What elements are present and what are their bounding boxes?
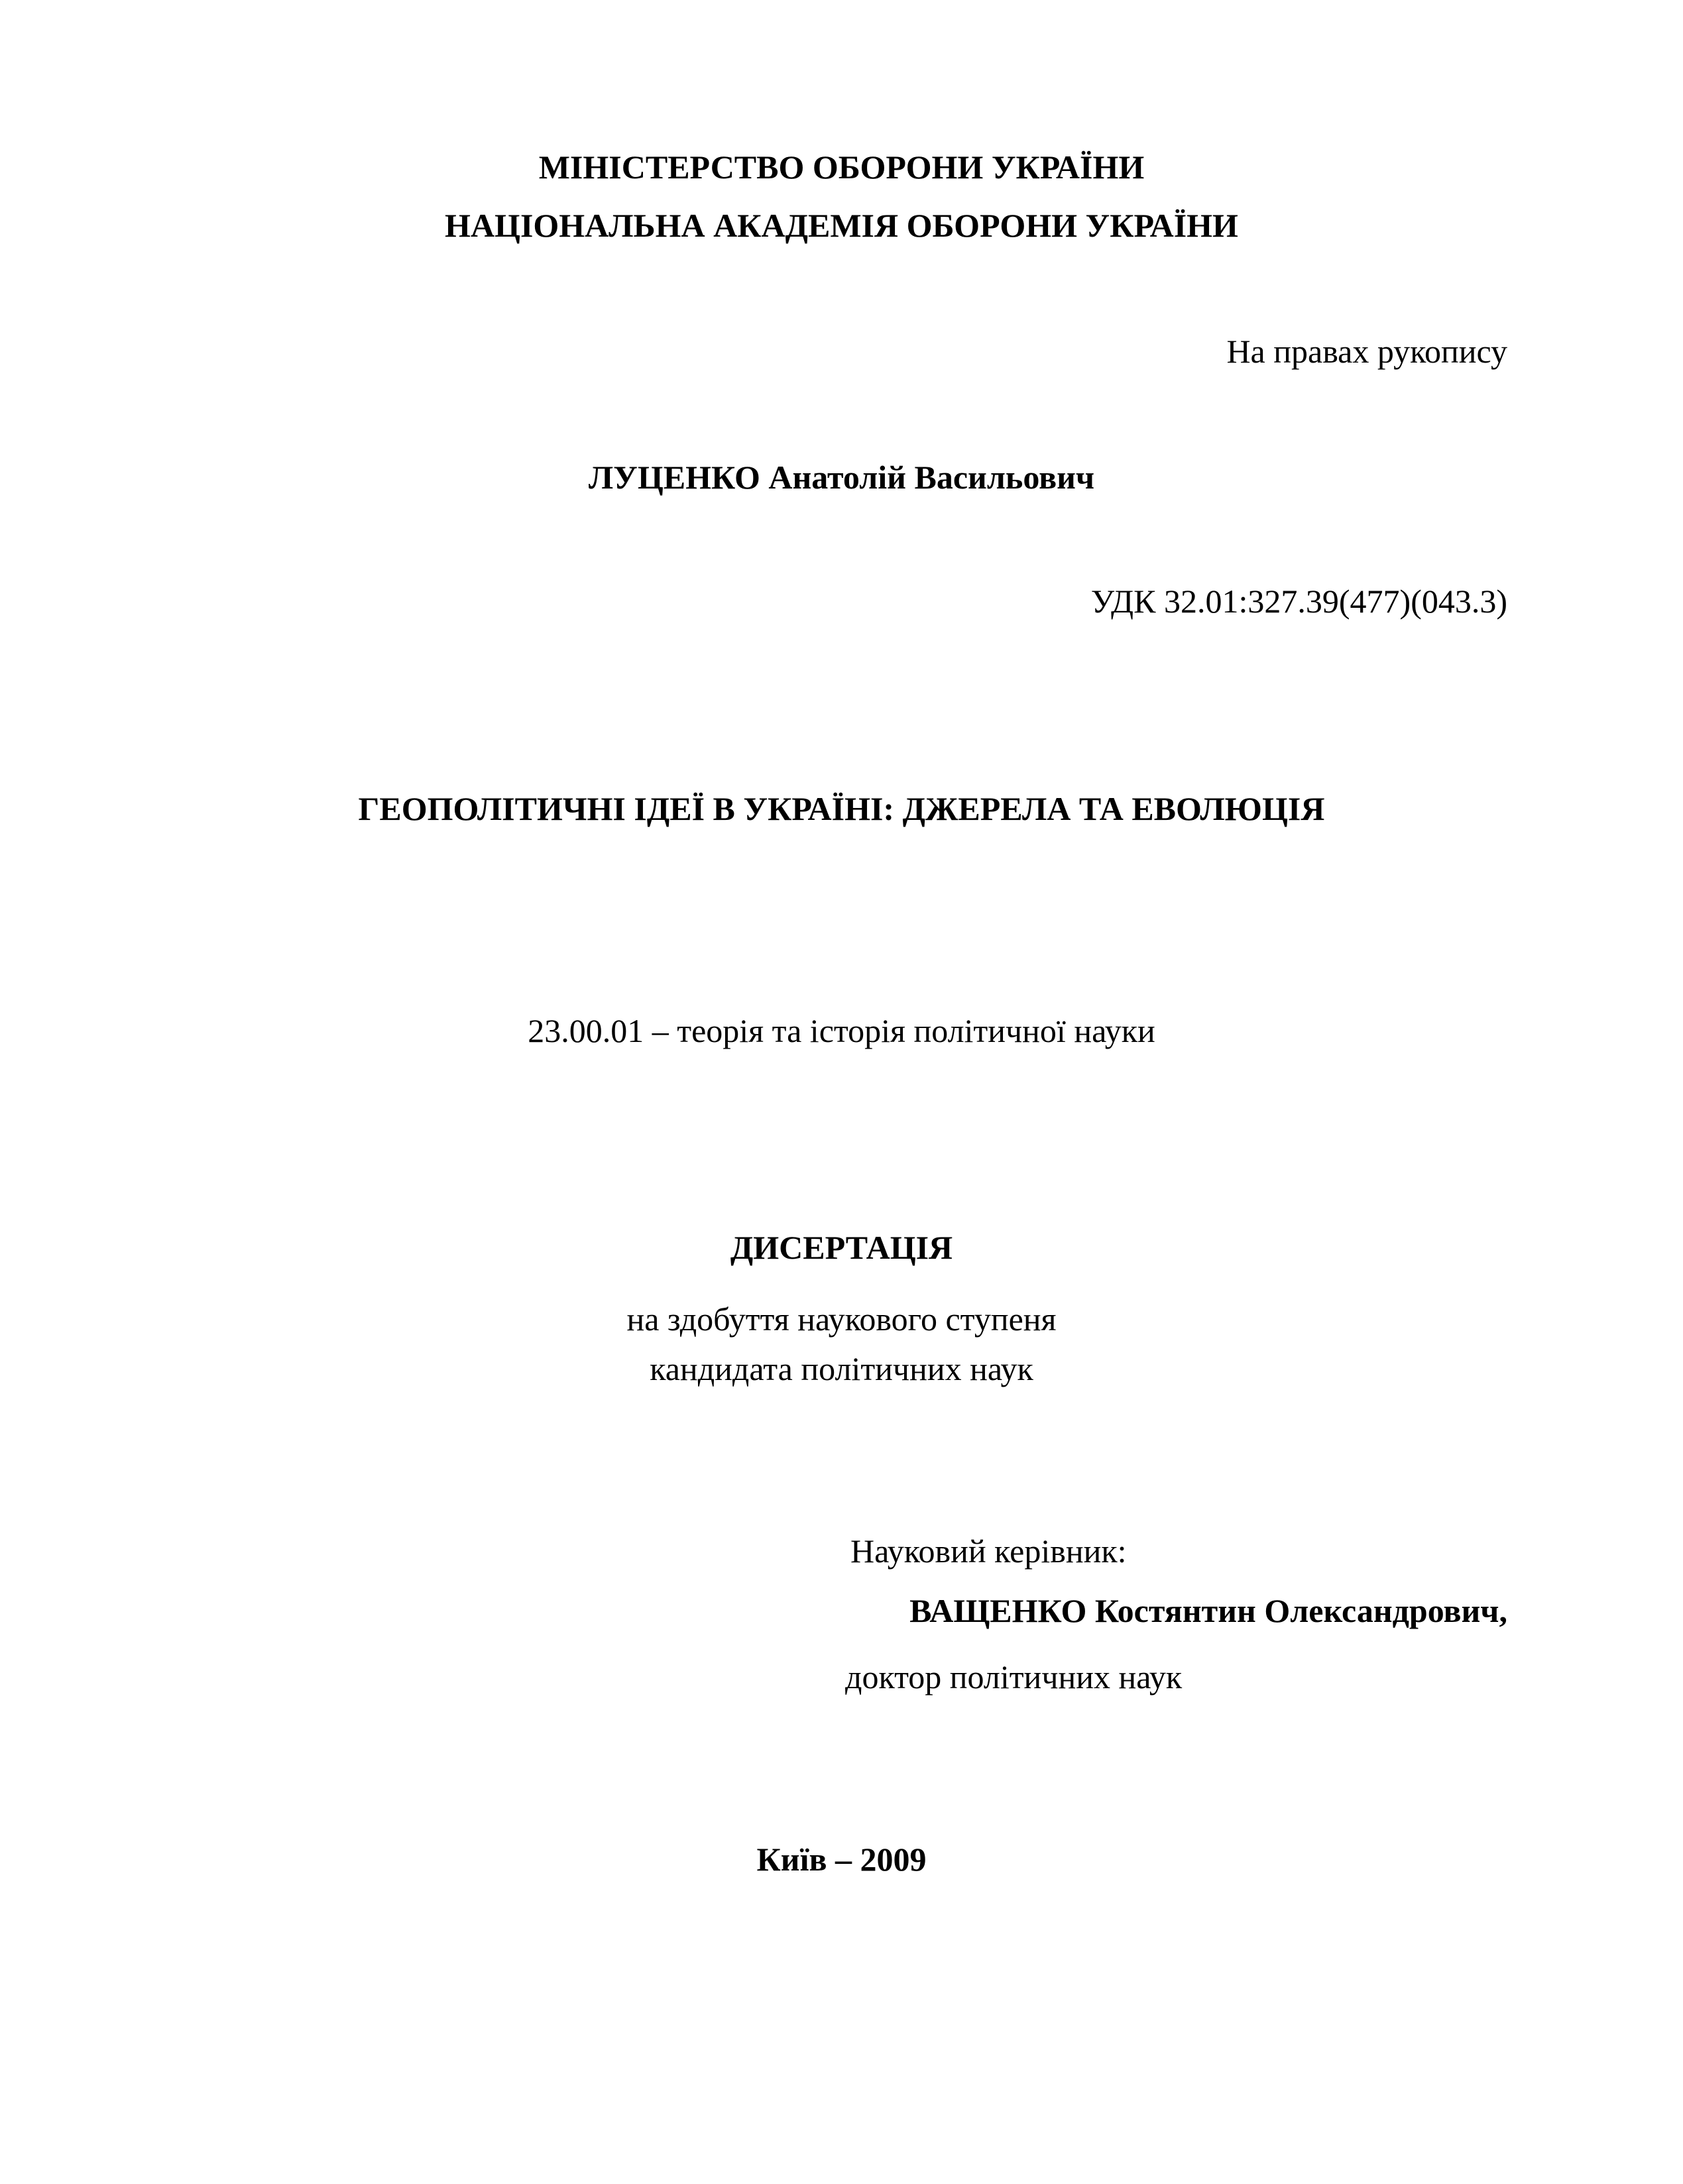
udc-code: УДК 32.01:327.39(477)(043.3) [1090,583,1507,620]
academy-heading: НАЦІОНАЛЬНА АКАДЕМІЯ ОБОРОНИ УКРАЇНИ [445,207,1238,244]
work-type-label: ДИСЕРТАЦІЯ [730,1229,953,1266]
supervisor-label: Науковий керівник: [850,1532,1127,1570]
degree-purpose-line1: на здобуття наукового ступеня [626,1300,1057,1338]
ministry-heading: МІНІСТЕРСТВО ОБОРОНИ УКРАЇНИ [538,148,1145,186]
specialty-code: 23.00.01 – теорія та історія політичної науки [528,1012,1155,1049]
degree-purpose-line2: кандидата політичних наук [650,1350,1033,1387]
supervisor-name: ВАЩЕНКО Костянтин Олександрович, [909,1592,1507,1629]
dissertation-title: ГЕОПОЛІТИЧНІ ІДЕЇ В УКРАЇНІ: ДЖЕРЕЛА ТА ЕВОЛЮЦІЯ [358,790,1325,827]
author-name: ЛУЦЕНКО Анатолій Васильович [588,459,1095,496]
supervisor-degree: доктор політичних наук [845,1658,1183,1695]
place-year: Київ – 2009 [756,1841,927,1878]
manuscript-note: На правах рукопису [1226,333,1507,370]
